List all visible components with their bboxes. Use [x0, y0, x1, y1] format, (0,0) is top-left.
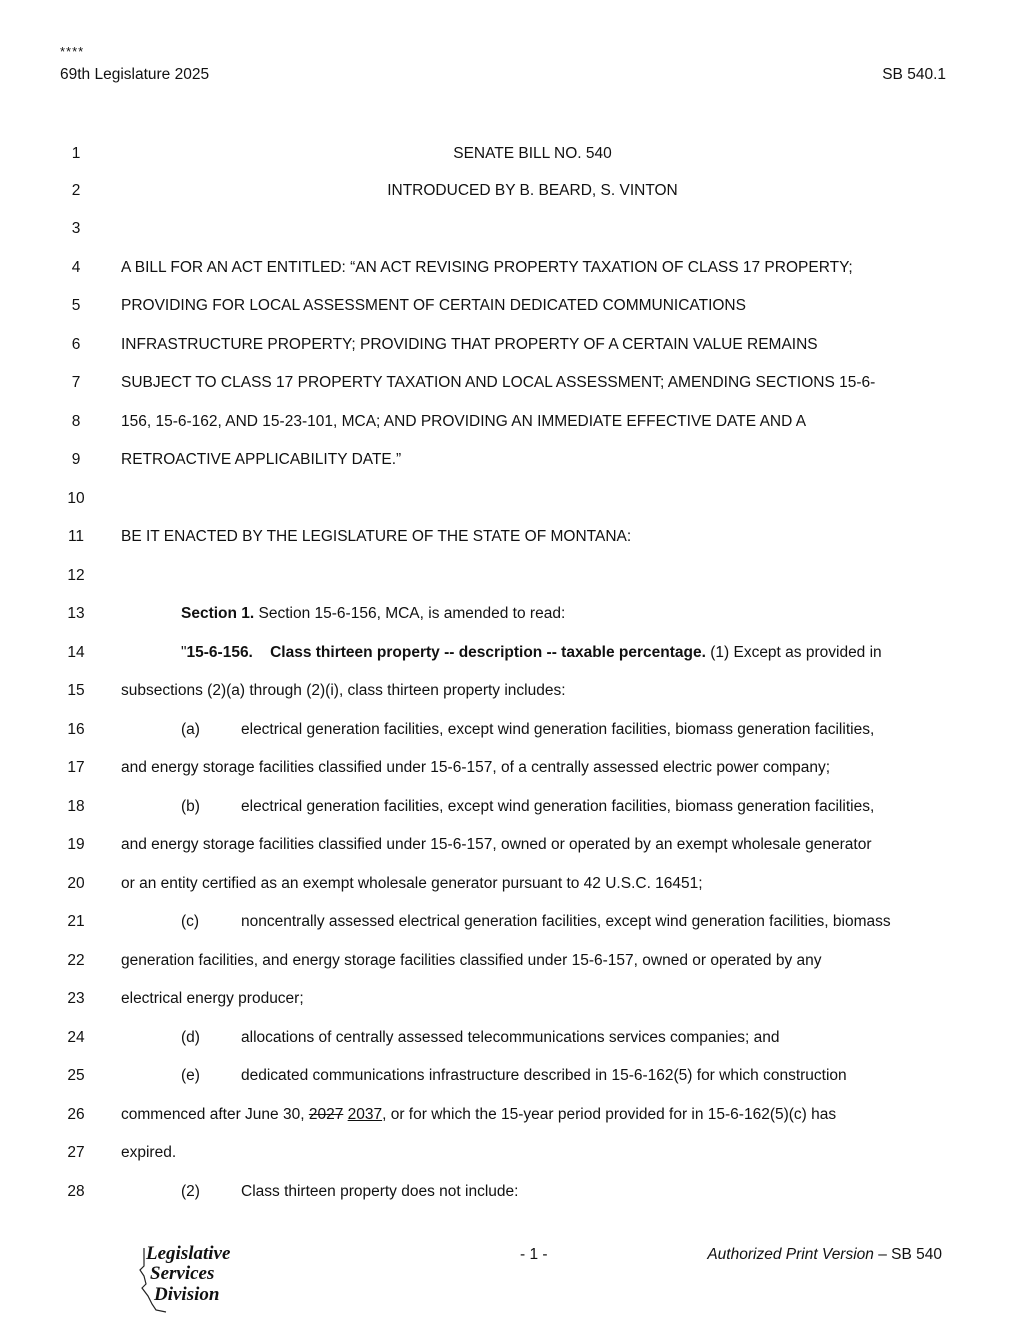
- line-text: electrical generation facilities, except wind generation facilities, biomass generation facilities,: [241, 721, 875, 738]
- line-text: and energy storage facilities classified under 15-6-157, owned or operated by an exempt wholesale generator: [121, 836, 872, 853]
- line-number: 12: [67, 567, 85, 584]
- line-number: 8: [71, 413, 81, 430]
- line-number: 19: [67, 836, 85, 853]
- legislature-label: 69th Legislature 2025: [60, 66, 210, 83]
- line-text: 156, 15-6-162, AND 15-23-101, MCA; AND PROVIDING AN IMMEDIATE EFFECTIVE DATE AND A: [121, 413, 807, 430]
- amended-line: [121, 1106, 836, 1124]
- section-catchline: 15-6-156. Class thirteen property -- description -- taxable percentage.: [186, 644, 706, 661]
- bill-line: [0, 259, 1024, 297]
- line-number: 23: [67, 990, 85, 1007]
- bill-line: [0, 913, 1024, 951]
- line-text: Section 15-6-156, MCA, is amended to read:: [254, 605, 566, 622]
- bill-line: [0, 1106, 1024, 1144]
- line-number: 28: [67, 1183, 85, 1200]
- line-text: noncentrally assessed electrical generation facilities, except wind generation facilities, biomass: [241, 913, 891, 930]
- subsection-label: (d): [181, 1029, 200, 1046]
- line-text: expired.: [121, 1144, 177, 1161]
- bill-line: [0, 1183, 1024, 1221]
- line-text: , or for which the 15-year period provided for in 15-6-162(5)(c) has: [382, 1106, 837, 1123]
- subsection-label: (b): [181, 798, 200, 815]
- line-number: 10: [67, 490, 85, 507]
- bill-line: [0, 490, 1024, 528]
- line-text: electrical generation facilities, except wind generation facilities, biomass generation facilities,: [241, 798, 875, 815]
- bill-line: [0, 1029, 1024, 1067]
- bill-line: [0, 182, 1024, 220]
- line-number: 5: [71, 297, 81, 314]
- line-number: 22: [67, 952, 85, 969]
- line-text: dedicated communications infrastructure described in 15-6-162(5) for which construction: [241, 1067, 847, 1084]
- bill-line: [0, 220, 1024, 258]
- line-number: 16: [67, 721, 85, 738]
- line-number: 2: [71, 182, 81, 199]
- logo-word: Division: [154, 1284, 220, 1305]
- line-number: 15: [67, 682, 85, 699]
- line-text: commenced after June 30,: [121, 1106, 309, 1123]
- line-number: 21: [67, 913, 85, 930]
- line-number: 6: [71, 336, 81, 353]
- line-number: 1: [71, 145, 81, 162]
- subsection-label: (e): [181, 1067, 200, 1084]
- line-number: 7: [71, 374, 81, 391]
- line-number: 11: [67, 528, 85, 545]
- bill-line: [0, 1144, 1024, 1182]
- line-text: or an entity certified as an exempt wholesale generator pursuant to 42 U.S.C. 16451;: [121, 875, 703, 892]
- line-number: 18: [67, 798, 85, 815]
- line-text: INFRASTRUCTURE PROPERTY; PROVIDING THAT PROPERTY OF A CERTAIN VALUE REMAINS: [121, 336, 818, 353]
- subsection-label: (a): [181, 721, 200, 738]
- line-number: 27: [67, 1144, 85, 1161]
- bill-title: SENATE BILL NO. 540: [453, 145, 612, 162]
- line-text: allocations of centrally assessed telecommunications services companies; and: [241, 1029, 780, 1046]
- line-number: 20: [67, 875, 85, 892]
- line-text: SUBJECT TO CLASS 17 PROPERTY TAXATION AND LOCAL ASSESSMENT; AMENDING SECTIONS 15-6-: [121, 374, 876, 391]
- line-text: (1) Except as provided in: [705, 644, 882, 661]
- section-text: [181, 644, 882, 662]
- line-number: 17: [67, 759, 85, 776]
- bill-sponsors: INTRODUCED BY B. BEARD, S. VINTON: [387, 182, 678, 199]
- section-number: Section 1.: [181, 605, 255, 622]
- bill-line: [0, 567, 1024, 605]
- subsection-label: (c): [181, 913, 200, 930]
- logo-word: Legislative: [146, 1243, 231, 1264]
- line-text: RETROACTIVE APPLICABILITY DATE.”: [121, 451, 402, 468]
- bill-id: SB 540.1: [882, 66, 946, 83]
- bill-line: [0, 336, 1024, 374]
- line-number: 25: [67, 1067, 85, 1084]
- bill-line: [0, 374, 1024, 412]
- bill-line: [0, 952, 1024, 990]
- stricken-text: 2027: [308, 1106, 344, 1123]
- line-text: A BILL FOR AN ACT ENTITLED: “AN ACT REVISING PROPERTY TAXATION OF CLASS 17 PROPERTY;: [121, 259, 853, 276]
- bill-line: [0, 759, 1024, 797]
- line-number: 4: [71, 259, 81, 276]
- bill-line: [0, 644, 1024, 682]
- section-heading: [181, 605, 565, 623]
- line-text: electrical energy producer;: [121, 990, 304, 1007]
- bill-line: [0, 836, 1024, 874]
- legislative-services-division-logo: [136, 1244, 256, 1316]
- page-number: - 1 -: [520, 1246, 548, 1263]
- bill-line: [0, 605, 1024, 643]
- header-stars: ****: [60, 44, 85, 59]
- line-text: and energy storage facilities classified under 15-6-157, of a centrally assessed electric power company;: [121, 759, 831, 776]
- bill-line: [0, 145, 1024, 183]
- bill-line: [0, 990, 1024, 1028]
- enacting-clause: BE IT ENACTED BY THE LEGISLATURE OF THE STATE OF MONTANA:: [121, 528, 632, 545]
- bill-line: [0, 451, 1024, 489]
- authorized-label: Authorized Print Version: [707, 1246, 874, 1263]
- authorized-print-version: [707, 1246, 942, 1264]
- line-text: subsections (2)(a) through (2)(i), class thirteen property includes:: [121, 682, 566, 699]
- line-text: Class thirteen property does not include:: [241, 1183, 519, 1200]
- line-text: generation facilities, and energy storage facilities classified under 15-6-157, owned or operated by any: [121, 952, 822, 969]
- bill-line: [0, 528, 1024, 566]
- subsection-label: (2): [181, 1183, 200, 1200]
- open-quote: ": [181, 644, 187, 661]
- bill-line: [0, 682, 1024, 720]
- inserted-text: 2037: [347, 1106, 383, 1123]
- bill-line: [0, 721, 1024, 759]
- bill-line: [0, 798, 1024, 836]
- line-number: 3: [71, 220, 81, 237]
- logo-word: Services: [150, 1263, 215, 1284]
- bill-line: [0, 875, 1024, 913]
- bill-line: [0, 297, 1024, 335]
- line-number: 13: [67, 605, 85, 622]
- line-number: 26: [67, 1106, 85, 1123]
- line-number: 9: [71, 451, 81, 468]
- bill-line: [0, 1067, 1024, 1105]
- line-number: 24: [67, 1029, 85, 1046]
- line-text: PROVIDING FOR LOCAL ASSESSMENT OF CERTAIN DEDICATED COMMUNICATIONS: [121, 297, 746, 314]
- line-number: 14: [67, 644, 85, 661]
- authorized-bill: – SB 540: [873, 1246, 942, 1263]
- bill-line: [0, 413, 1024, 451]
